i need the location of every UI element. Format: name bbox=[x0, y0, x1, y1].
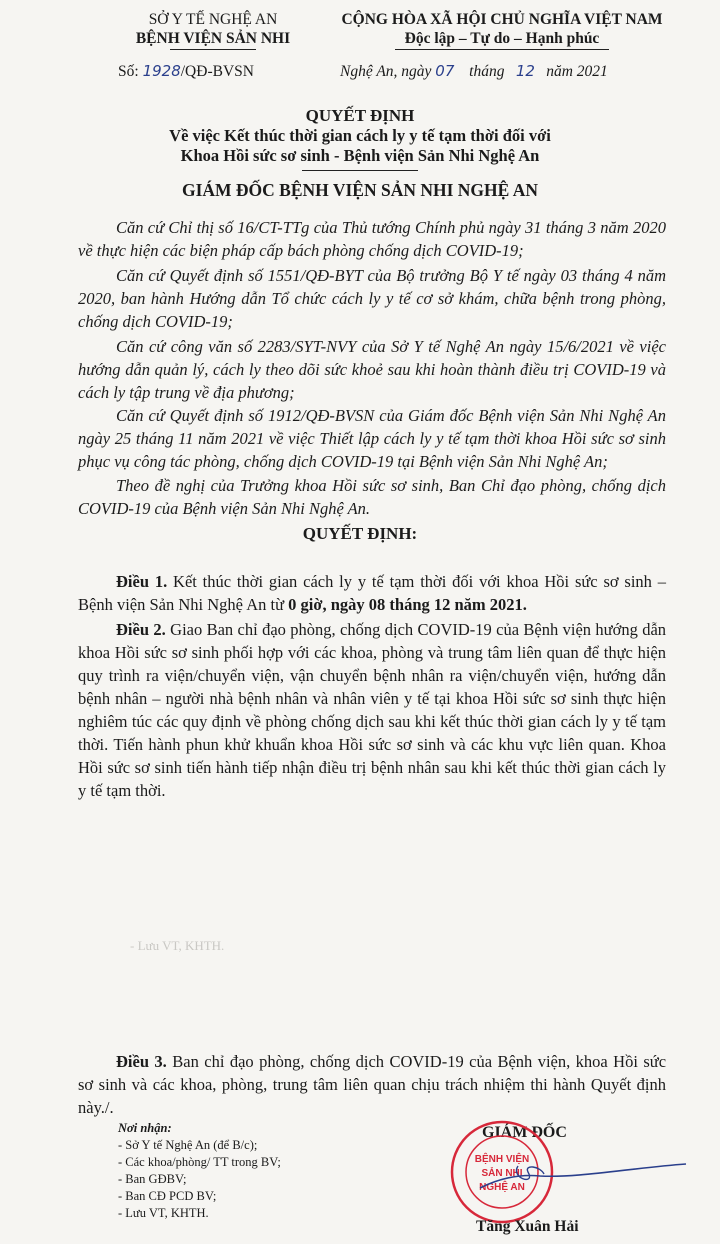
basis-paragraph: Theo đề nghị của Trưởng khoa Hồi sức sơ sinh, Ban Chỉ đạo phòng, chống dịch COVID-19 của Bệnh viện Sản Nhi Nghệ An. bbox=[78, 476, 666, 518]
signature-title: GIÁM ĐỐC bbox=[482, 1124, 567, 1141]
so-label: Số: bbox=[118, 63, 139, 80]
basis-paragraph: Căn cứ Quyết định số 1912/QĐ-BVSN của Giám đốc Bệnh viện Sản Nhi Nghệ An ngày 25 tháng 11 năm 2021 về việc Thiết lập cách ly y tế tạm thời khoa Hồi sức sơ sinh phục vụ công tác phòng, chống dịch COVID-19 tại Bệnh viện Sản Nhi Nghệ An; bbox=[78, 406, 666, 471]
recipient-item: - Lưu VT, KHTH. bbox=[118, 1206, 209, 1220]
article-2 bbox=[78, 618, 666, 802]
official-seal-icon bbox=[440, 1116, 690, 1226]
agency-underline bbox=[170, 49, 256, 50]
place-date bbox=[340, 62, 608, 81]
so-number: 1928 bbox=[142, 62, 181, 80]
basis-paragraph: Căn cứ công văn số 2283/SYT-NVY của Sở Y tế Nghệ An ngày 15/6/2021 về việc hướng dẫn quản lý, cách ly theo dõi sức khoẻ sau khi hoàn thành điều trị COVID-19 và cách ly tập trung về địa phương; bbox=[78, 337, 666, 402]
month-label: tháng bbox=[469, 63, 505, 80]
seal-line-3: NGHỆ AN bbox=[479, 1182, 525, 1193]
article-3 bbox=[78, 1050, 666, 1119]
recipient-item: - Các khoa/phòng/ TT trong BV; bbox=[118, 1155, 281, 1169]
motto-underline bbox=[395, 49, 609, 50]
so-suffix: /QĐ-BVSN bbox=[180, 63, 254, 80]
basis-paragraph: Căn cứ Chỉ thị số 16/CT-TTg của Thủ tướng Chính phủ ngày 31 tháng 3 năm 2020 về thực hiện các biện pháp cấp bách phòng chống dịch COVID-19; bbox=[78, 218, 666, 260]
national-block bbox=[306, 10, 698, 50]
motto: Độc lập – Tự do – Hạnh phúc bbox=[404, 30, 600, 47]
recipient-item: - Sở Y tế Nghệ An (để B/c); bbox=[118, 1138, 258, 1152]
article-3-text: Ban chỉ đạo phòng, chống dịch COVID-19 của Bệnh viện, khoa Hồi sức sơ sinh và các khoa, phòng, trung tâm liên quan chịu trách nhiệm thi hành Quyết định này./. bbox=[78, 1052, 667, 1117]
agency-parent: SỞ Y TẾ NGHỆ AN bbox=[148, 11, 278, 28]
bleed-through-text: - Lưu VT, KHTH. bbox=[130, 938, 225, 953]
article-1-label: Điều 1. bbox=[116, 572, 168, 591]
seal-line-1: BỆNH VIỆN bbox=[474, 1154, 530, 1165]
article-1-effective: 0 giờ, ngày 08 tháng 12 năm 2021. bbox=[288, 595, 527, 614]
subject-line-2: Khoa Hồi sức sơ sinh - Bệnh viện Sản Nhi Nghệ An bbox=[180, 146, 540, 165]
basis-paragraph: Căn cứ Quyết định số 1551/QĐ-BYT của Bộ trưởng Bộ Y tế ngày 03 tháng 4 năm 2020, ban hành Hướng dẫn Tổ chức cách ly y tế cơ sở khám, chữa bệnh trong phòng, chống dịch COVID-19; bbox=[78, 266, 666, 331]
agency-name: BỆNH VIỆN SẢN NHI bbox=[135, 30, 291, 47]
place-date-prefix: Nghệ An, ngày bbox=[340, 63, 432, 80]
article-2-label: Điều 2. bbox=[116, 620, 166, 639]
article-3-label: Điều 3. bbox=[116, 1052, 167, 1071]
decision-heading: QUYẾT ĐỊNH: bbox=[302, 524, 418, 543]
subject-line-1: Về việc Kết thúc thời gian cách ly y tế tạm thời đối với bbox=[169, 126, 551, 145]
recipients-label: Nơi nhận: bbox=[118, 1121, 172, 1135]
agency-block bbox=[108, 10, 318, 50]
seal-line-2: SẢN NHI bbox=[481, 1168, 523, 1179]
authority-title: GIÁM ĐỐC BỆNH VIỆN SẢN NHI NGHỆ AN bbox=[181, 180, 539, 200]
doc-type-title: QUYẾT ĐỊNH bbox=[305, 106, 415, 125]
signer-name: Tăng Xuân Hải bbox=[476, 1218, 579, 1235]
recipients-block bbox=[118, 1120, 281, 1222]
year-label: năm 2021 bbox=[546, 63, 608, 80]
date-day: 07 bbox=[435, 62, 455, 80]
recipient-item: - Ban CĐ PCD BV; bbox=[118, 1189, 217, 1203]
date-month: 12 bbox=[515, 62, 535, 80]
recipient-item: - Ban GĐBV; bbox=[118, 1172, 187, 1186]
article-1 bbox=[78, 570, 666, 616]
document-number bbox=[118, 62, 254, 81]
article-2-text: Giao Ban chỉ đạo phòng, chống dịch COVID-19 của Bệnh viện hướng dẫn khoa Hồi sức sơ sinh phối hợp với các khoa, phòng và trung tâm liên quan để thực hiện quy trình ra viện/chuyển viện, vận chuyển bệnh nhân ra viện/chuyển viện, hướng dẫn bệnh nhân – người nhà bệnh nhân và nhân viên y tế tại khoa Hồi sức sơ sinh thực hiện nghiêm túc các quy định về phòng chống dịch sau khi kết thúc thời gian cách ly y tế tạm thời. Tiến hành phun khử khuẩn khoa Hồi sức sơ sinh và các khu vực liên quan. Khoa Hồi sức sơ sinh tiến hành tiếp nhận điều trị bệnh nhân sau khi kết thúc thời gian cách ly y tế tạm thời. bbox=[78, 620, 667, 800]
article-1-text: Kết thúc thời gian cách ly y tế tạm thời đối với khoa Hồi sức sơ sinh – Bệnh viện Sản Nhi Nghệ An từ bbox=[78, 572, 667, 614]
nation-name: CỘNG HÒA XÃ HỘI CHỦ NGHĨA VIỆT NAM bbox=[341, 11, 663, 28]
title-underline bbox=[302, 170, 418, 171]
